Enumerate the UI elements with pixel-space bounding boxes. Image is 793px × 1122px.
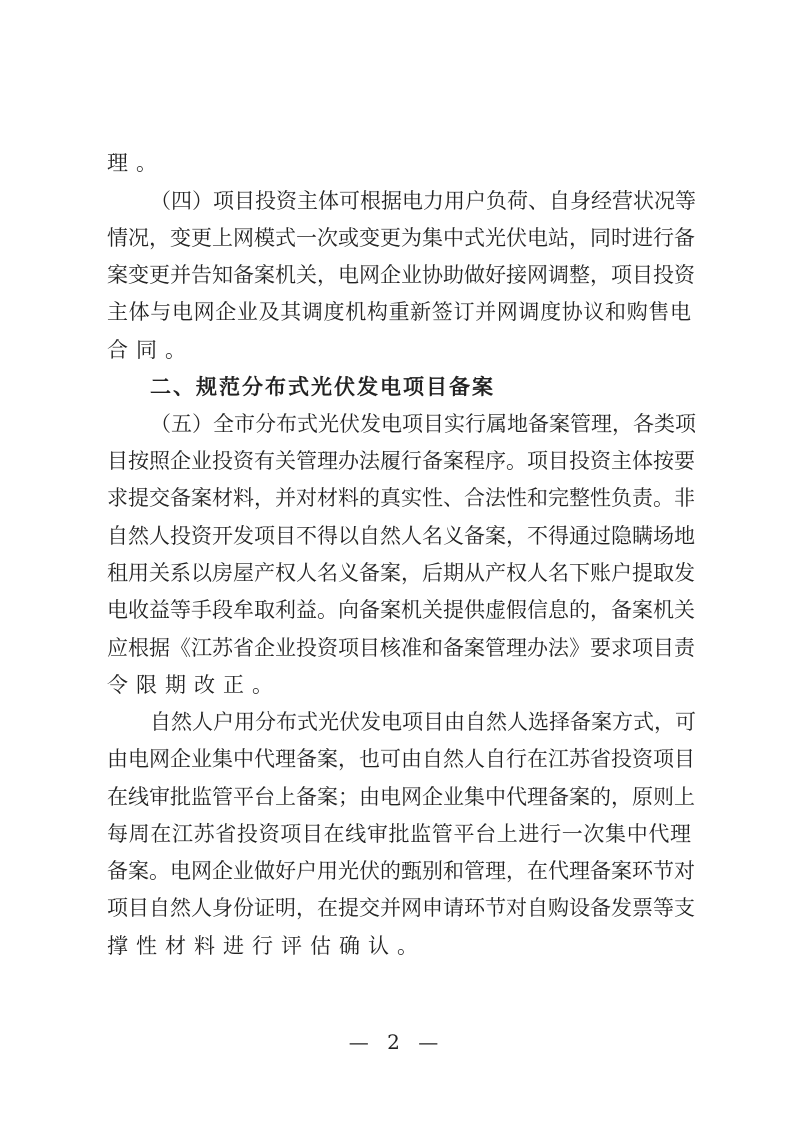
text-line: （五）全市分布式光伏发电项目实行属地备案管理，各类项	[150, 412, 696, 436]
text-line: 在线审批监管平台上备案；由电网企业集中代理备案的，原则上	[107, 785, 695, 809]
section-heading: 二、规范分布式光伏发电项目备案	[150, 375, 495, 399]
text-line: 求提交备案材料，并对材料的真实性、合法性和完整性负责。非	[107, 486, 695, 510]
text-line: 令限期改正。	[107, 673, 281, 697]
text-line: 应根据《江苏省企业投资项目核准和备案管理办法》要求项目责	[107, 636, 695, 660]
text-line: 合同。	[107, 338, 194, 362]
text-line: 项目自然人身份证明，在提交并网申请环节对自购设备发票等支	[107, 896, 695, 920]
text-line: 撑性材料进行评估确认。	[107, 934, 426, 958]
text-line: （四）项目投资主体可根据电力用户负荷、自身经营状况等	[150, 189, 696, 213]
text-line: 电收益等手段牟取利益。向备案机关提供虚假信息的，备案机关	[107, 598, 695, 622]
text-line: 理。	[107, 151, 165, 175]
text-line: 目按照企业投资有关管理办法履行备案程序。项目投资主体按要	[107, 449, 695, 473]
text-line: 由电网企业集中代理备案，也可由自然人自行在江苏省投资项目	[107, 747, 695, 771]
page-number: — 2 —	[348, 1030, 445, 1054]
text-line: 租用关系以房屋产权人名义备案，后期从产权人名下账户提取发	[107, 561, 695, 585]
text-line: 每周在江苏省投资项目在线审批监管平台上进行一次集中代理	[107, 822, 691, 846]
text-line: 备案。电网企业做好户用光伏的甄别和管理，在代理备案环节对	[107, 859, 695, 883]
text-line: 自然人户用分布式光伏发电项目由自然人选择备案方式，可	[150, 710, 696, 734]
text-line: 自然人投资开发项目不得以自然人名义备案，不得通过隐瞒场地	[107, 524, 695, 548]
text-line: 情况，变更上网模式一次或变更为集中式光伏电站，同时进行备	[107, 226, 695, 250]
text-line: 主体与电网企业及其调度机构重新签订并网调度协议和购售电	[107, 300, 691, 324]
text-line: 案变更并告知备案机关，电网企业协助做好接网调整，项目投资	[107, 263, 695, 287]
